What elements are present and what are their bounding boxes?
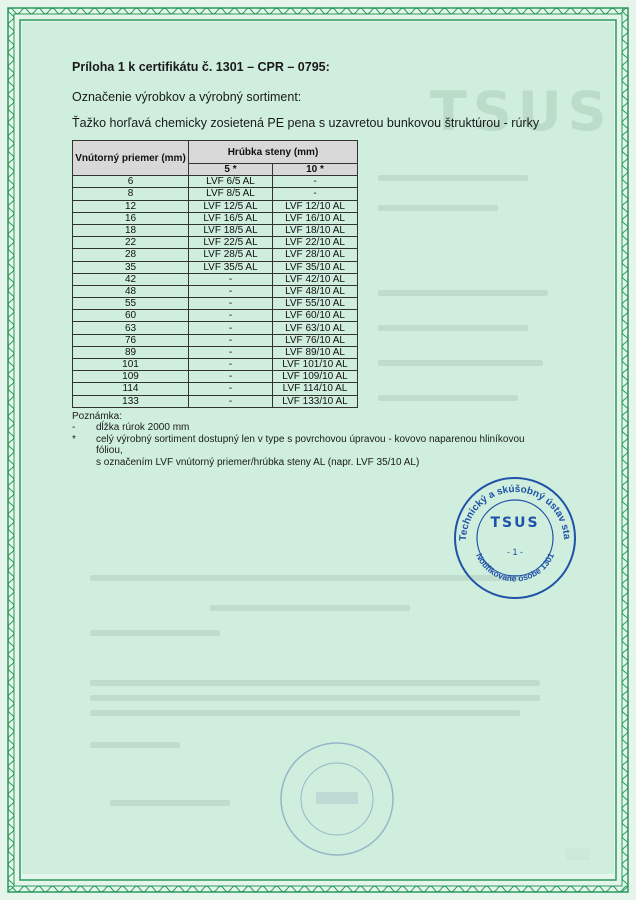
thickness-5-cell: - [189,395,273,407]
faded-serial-number: ░░░░ [566,850,591,861]
thickness-10-cell: LVF 42/10 AL [273,273,358,285]
table-row [73,334,358,346]
inner-diameter-cell: 101 [73,359,189,371]
annex-title: Príloha 1 k certifikátu č. 1301 – CPR – 0795: [72,60,330,74]
inner-diameter-cell: 22 [73,237,189,249]
thickness-10-cell: LVF 12/10 AL [273,200,358,212]
thickness-10-cell: LVF 22/10 AL [273,237,358,249]
thickness-5-cell: - [189,322,273,334]
thickness-10-cell: - [273,188,358,200]
thickness-5-cell: LVF 22/5 AL [189,237,273,249]
thickness-10-cell: LVF 133/10 AL [273,395,358,407]
thickness-5-cell: LVF 35/5 AL [189,261,273,273]
inner-diameter-header: Vnútorný priemer (mm) [73,141,189,176]
table-row [73,224,358,236]
table-row [73,176,358,188]
table-row [73,322,358,334]
thickness-10-cell: LVF 35/10 AL [273,261,358,273]
thickness-10-cell: LVF 18/10 AL [273,224,358,236]
inner-diameter-cell: 63 [73,322,189,334]
table-row [73,249,358,261]
inner-diameter-cell: 16 [73,212,189,224]
table-row [73,371,358,383]
note-text: dĺžka rúrok 2000 mm [96,422,190,434]
tsus-stamp [452,475,578,601]
thickness-5-cell: - [189,371,273,383]
inner-diameter-cell: 76 [73,334,189,346]
faded-background-text [110,800,230,806]
wall-thickness-header: Hrúbka steny (mm) [189,141,358,164]
thickness-10-cell: LVF 60/10 AL [273,310,358,322]
thickness-10-header: 10 * [273,164,358,176]
table-row [73,273,358,285]
inner-diameter-cell: 109 [73,371,189,383]
thickness-5-header: 5 * [189,164,273,176]
tsus-logo: TSUS [490,515,540,531]
inner-diameter-cell: 6 [73,176,189,188]
note-text: celý výrobný sortiment dostupný len v type s povrchovou úpravou - kovovo naparenou hliníkovou fóliou, [96,433,525,457]
thickness-5-cell: - [189,346,273,358]
thickness-5-cell: - [189,310,273,322]
thickness-10-cell: LVF 63/10 AL [273,322,358,334]
thickness-10-cell: LVF 28/10 AL [273,249,358,261]
faded-background-text [90,742,180,748]
note-mark: - [72,422,76,434]
thickness-5-cell: - [189,298,273,310]
inner-diameter-cell: 55 [73,298,189,310]
table-row [73,212,358,224]
thickness-10-cell: LVF 76/10 AL [273,334,358,346]
product-size-table [72,140,358,408]
faded-background-text [90,695,540,701]
thickness-5-cell: LVF 8/5 AL [189,188,273,200]
thickness-10-cell: LVF 101/10 AL [273,359,358,371]
inner-diameter-cell: 114 [73,383,189,395]
inner-diameter-cell: 18 [73,224,189,236]
inner-diameter-cell: 12 [73,200,189,212]
inner-diameter-cell: 42 [73,273,189,285]
table-row [73,237,358,249]
table-row [73,200,358,212]
stamp-ring [452,475,578,601]
thickness-5-cell: - [189,273,273,285]
thickness-10-cell: - [273,176,358,188]
note-mark: * [72,433,76,445]
svg-text:Technický a skúšobný ústav sta [452,475,572,541]
table-row [73,359,358,371]
stamp-bottom-text: Notifikované osobe 1301 [474,551,556,584]
inner-diameter-cell: 8 [73,188,189,200]
notes [72,411,552,469]
inner-diameter-cell: 48 [73,285,189,297]
size-table-body [73,176,358,408]
note-continuation-line [72,457,552,469]
table-row [73,261,358,273]
tsus-watermark-logo: TSUS [430,80,613,143]
faded-background-text [90,710,520,716]
note-item [72,434,552,457]
inner-diameter-cell: 133 [73,395,189,407]
inner-diameter-cell: 35 [73,261,189,273]
thickness-10-cell: LVF 48/10 AL [273,285,358,297]
table-row [73,310,358,322]
product-description: Ťažko horľavá chemicky zosietená PE pena s uzavretou bunkovou štruktúrou - rúrky [72,116,540,130]
thickness-10-cell: LVF 55/10 AL [273,298,358,310]
thickness-5-cell: - [189,359,273,371]
thickness-5-cell: LVF 28/5 AL [189,249,273,261]
page-number: - 1 - [506,547,523,557]
inner-diameter-cell: 60 [73,310,189,322]
inner-diameter-cell: 89 [73,346,189,358]
table-row [73,383,358,395]
table-row [73,298,358,310]
thickness-5-cell: - [189,285,273,297]
thickness-10-cell: LVF 114/10 AL [273,383,358,395]
inner-diameter-cell: 28 [73,249,189,261]
thickness-5-cell: LVF 12/5 AL [189,200,273,212]
faded-background-text [90,630,220,636]
thickness-5-cell: LVF 18/5 AL [189,224,273,236]
note-continuation: s označením LVF vnútorný priemer/hrúbka steny AL (napr. LVF 35/10 AL) [96,456,420,468]
thickness-10-cell: LVF 89/10 AL [273,346,358,358]
thickness-10-cell: LVF 109/10 AL [273,371,358,383]
faded-background-text [210,605,410,611]
note-item [72,422,552,434]
thickness-10-cell: LVF 16/10 AL [273,212,358,224]
thickness-5-cell: - [189,383,273,395]
table-row [73,395,358,407]
thickness-5-cell: LVF 16/5 AL [189,212,273,224]
table-row [73,346,358,358]
thickness-5-cell: LVF 6/5 AL [189,176,273,188]
thickness-5-cell: - [189,334,273,346]
annex-content [72,60,572,468]
faded-background-seal [278,740,396,858]
table-row [73,285,358,297]
table-row [73,188,358,200]
notes-heading: Poznámka: [72,410,123,422]
faded-background-text [90,680,540,686]
product-marking-heading: Označenie výrobkov a výrobný sortiment: [72,90,302,104]
stamp-ring-text: Technický a skúšobný ústav sta [457,483,573,542]
